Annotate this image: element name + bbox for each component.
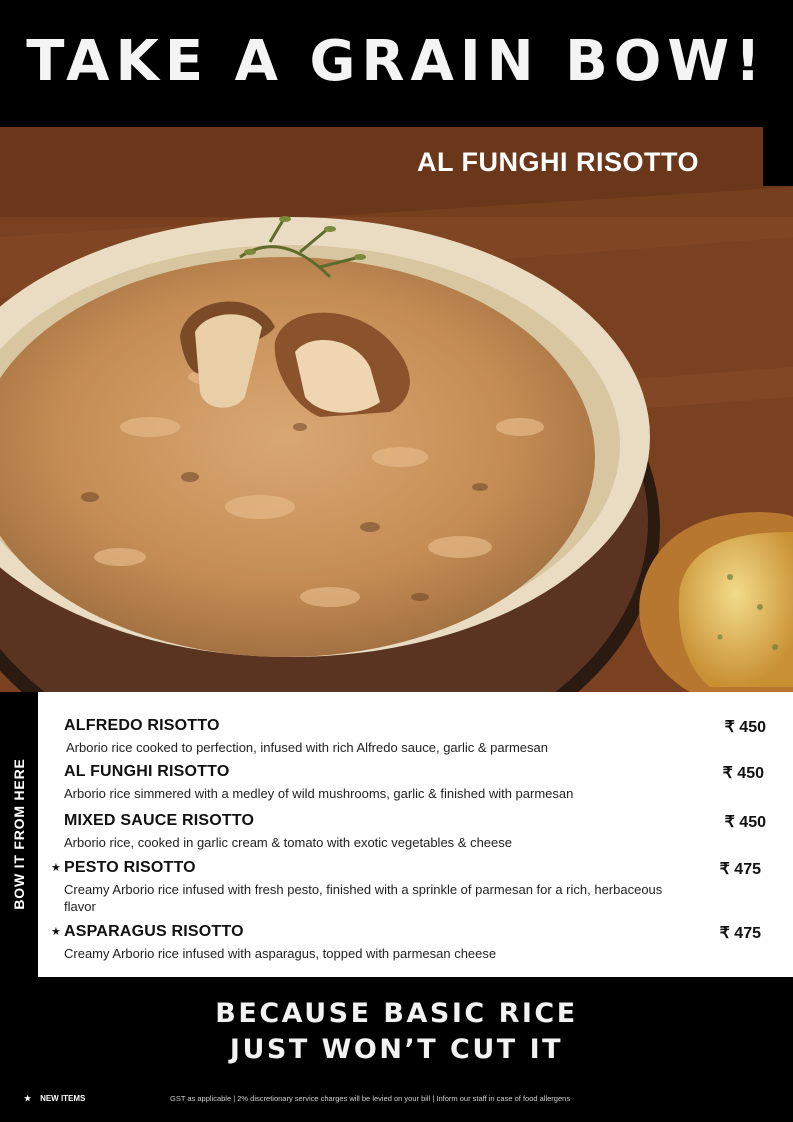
footer-note: GST as applicable | 2% discretionary service charges will be levied on your bill | Inform our staff in case of food allergens	[170, 1094, 571, 1103]
menu-item	[64, 717, 766, 756]
menu-item	[64, 763, 764, 802]
tagline	[0, 996, 793, 1068]
dish-tag-bar	[763, 127, 793, 186]
menu-item-name: MIXED SAUCE RISOTTO	[64, 812, 255, 829]
new-item-star-icon: ★	[51, 862, 61, 874]
menu-item-price: ₹ 450	[724, 814, 766, 831]
menu-item-price: ₹ 475	[719, 925, 761, 942]
menu-item-name: ALFREDO RISOTTO	[64, 717, 220, 734]
menu-item-description: Creamy Arborio rice infused with fresh pesto, finished with a sprinkle of parmesan for a rich, herbaceous flavor	[64, 882, 663, 914]
header	[0, 0, 793, 127]
dish-photo	[0, 127, 793, 692]
star-icon: ★	[24, 1094, 32, 1103]
page-title: TAKE A GRAIN BOW!	[26, 29, 767, 94]
menu-item-price: ₹ 450	[722, 765, 764, 782]
menu-item-description: Arborio rice cooked to perfection, infused with rich Alfredo sauce, garlic & parmesan	[66, 740, 548, 755]
menu-item-description: Creamy Arborio rice infused with asparagus, topped with parmesan cheese	[64, 946, 497, 961]
menu-item	[51, 923, 761, 962]
tagline-line-1: BECAUSE BASIC RICE	[215, 998, 578, 1029]
menu-item-name: ASPARAGUS RISOTTO	[64, 923, 244, 940]
menu-item-name: PESTO RISOTTO	[64, 859, 196, 876]
side-label	[0, 692, 38, 977]
new-items-legend	[24, 1094, 85, 1103]
menu-item	[51, 859, 761, 915]
menu-item-price: ₹ 450	[724, 719, 766, 736]
new-item-star-icon: ★	[51, 926, 61, 938]
tagline-line-2: JUST WON’T CUT IT	[229, 1034, 564, 1065]
menu-panel	[38, 692, 793, 977]
menu-item-price: ₹ 475	[719, 861, 761, 878]
new-items-label: NEW ITEMS	[40, 1094, 86, 1103]
menu-item	[64, 812, 766, 851]
side-label-text: BOW IT FROM HERE	[11, 758, 27, 910]
menu-item-name: AL FUNGHI RISOTTO	[64, 763, 230, 780]
menu-item-description: Arborio rice simmered with a medley of wild mushrooms, garlic & finished with parmesan	[64, 786, 574, 801]
menu-item-description: Arborio rice, cooked in garlic cream & tomato with exotic vegetables & cheese	[64, 835, 512, 850]
featured-dish-title: AL FUNGHI RISOTTO	[417, 147, 700, 177]
risotto-bowl-image	[0, 127, 793, 692]
